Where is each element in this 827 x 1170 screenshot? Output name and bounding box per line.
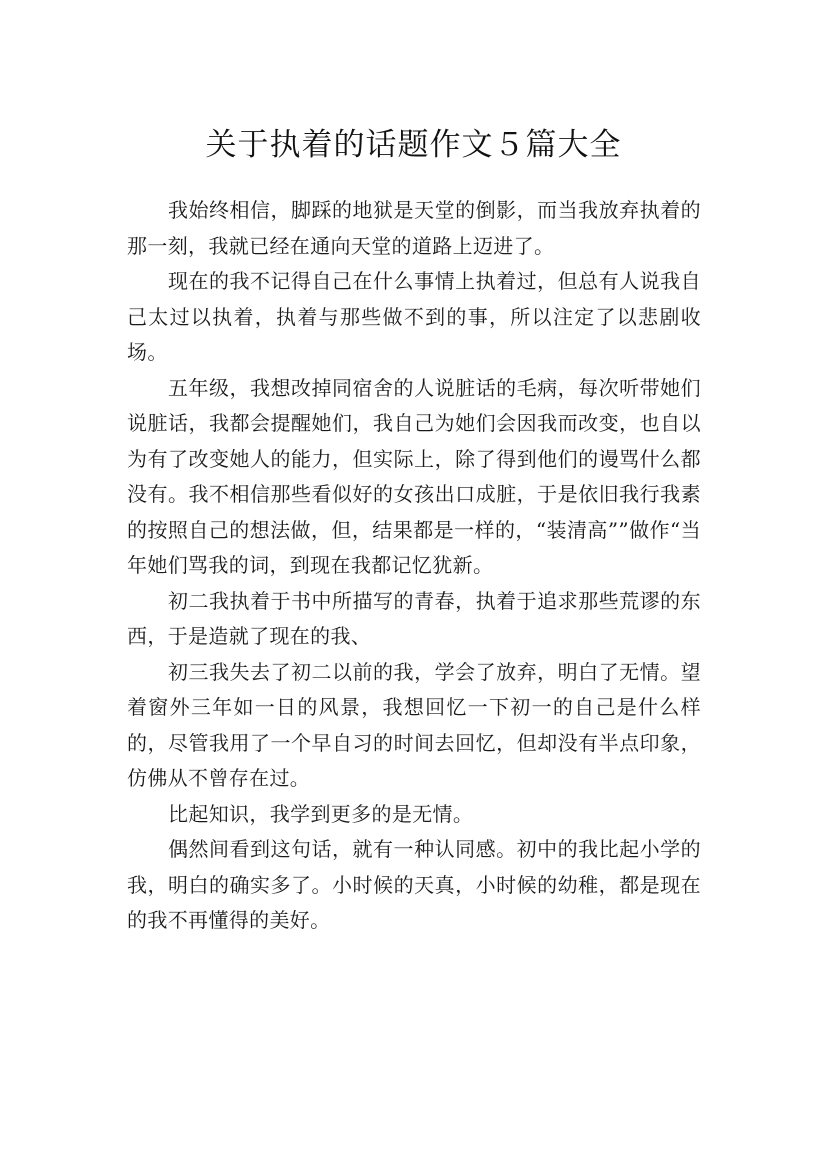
paragraph: 我始终相信，脚踩的地狱是天堂的倒影，而当我放弃执着的那一刻，我就已经在通向天堂的道路上迈进了。 [127,198,701,258]
document-title: 关于执着的话题作文５篇大全 [205,126,622,163]
paragraph: 五年级，我想改掉同宿舍的人说脏话的毛病，每次听带她们说脏话，我都会提醒她们，我自己为她们会因我而改变，也自以为有了改变她人的能力，但实际上，除了得到他们的谩骂什么都没有。我不相信那些看似好的女孩出口成脏，于是依旧我行我素的按照自己的想法做，但，结果都是一样的，“装清高””做作“当年她们骂我的词，到现在我都记忆犹新。 [127,375,701,577]
document-body [127,193,701,939]
paragraph: 比起知识，我学到更多的是无情。 [168,801,474,826]
paragraph: 初三我失去了初二以前的我，学会了放弃，明白了无情。望着窗外三年如一日的风景，我想回忆一下初一的自己是什么样的，尽管我用了一个早自习的时间去回忆，但却没有半点印象，仿佛从不曾存在过。 [127,659,701,790]
paragraph: 现在的我不记得自己在什么事情上执着过，但总有人说我自己太过以执着，执着与那些做不到的事，所以注定了以悲剧收场。 [127,269,701,364]
paragraph: 初二我执着于书中所描写的青春，执着于追求那些荒谬的东西，于是造就了现在的我、 [127,588,701,648]
paragraph: 偶然间看到这句话，就有一种认同感。初中的我比起小学的我，明白的确实多了。小时候的天真，小时候的幼稚，都是现在的我不再懂得的美好。 [127,837,701,932]
